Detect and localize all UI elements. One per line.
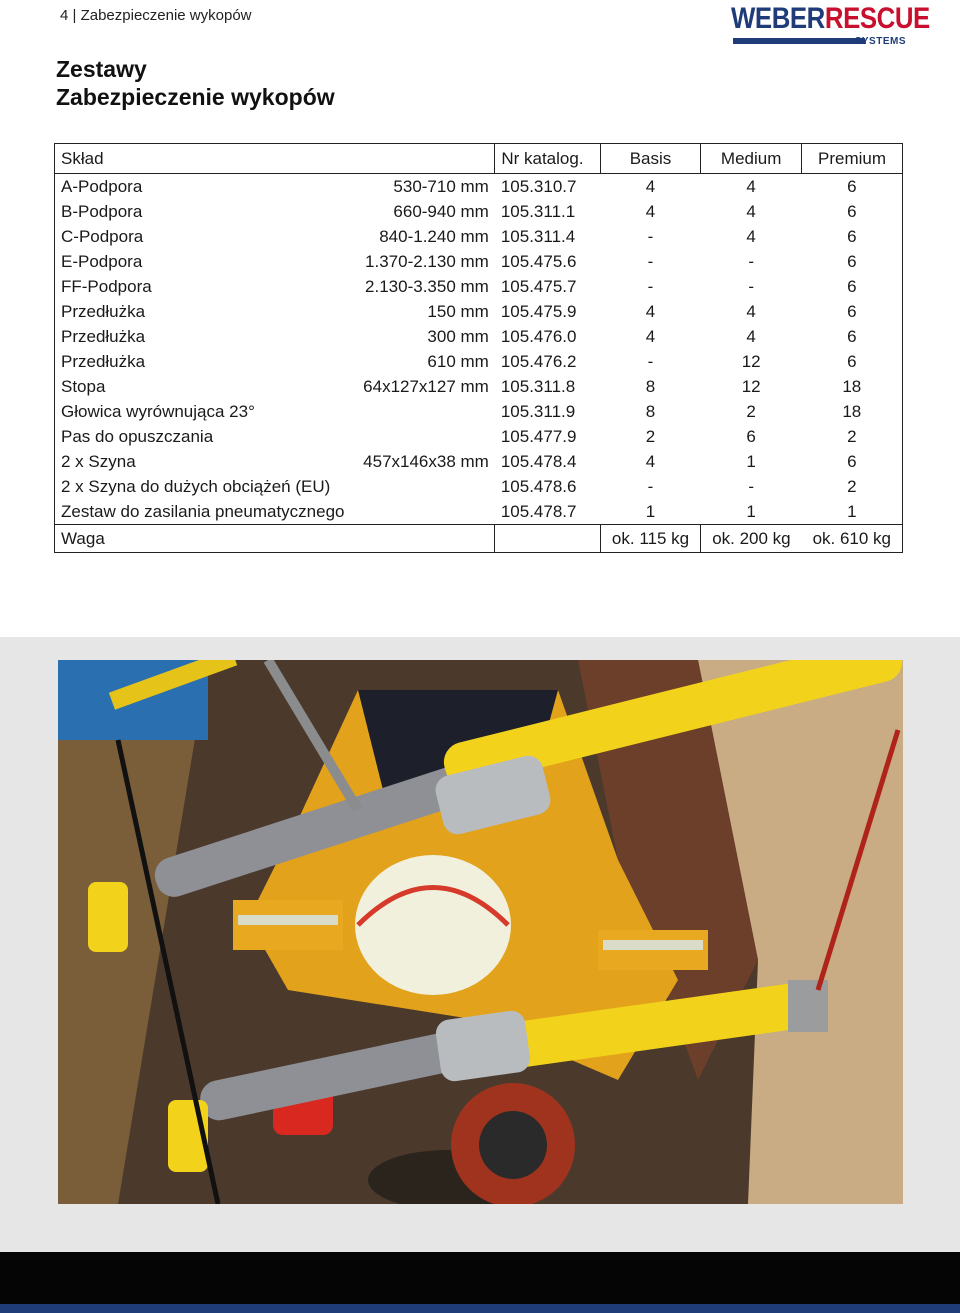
cell-premium: 6 (802, 224, 903, 249)
cell-catalog: 105.477.9 (500, 427, 577, 446)
cell-catalog: 105.310.7 (500, 177, 577, 196)
table-row (55, 449, 903, 474)
cell-size (351, 424, 495, 449)
table-row (55, 474, 903, 499)
cell-size: 2.130-3.350 mm (365, 277, 489, 296)
table-header-row (55, 144, 903, 174)
cell-name: FF-Podpora (55, 274, 351, 299)
table-row (55, 249, 903, 274)
cell-basis: - (647, 477, 654, 496)
cell-basis: 4 (645, 452, 656, 471)
cell-basis: 1 (645, 502, 656, 521)
cell-premium: 2 (802, 424, 903, 449)
page-header-label: 4 | Zabezpieczenie wykopów (60, 7, 252, 24)
table-row (55, 349, 903, 374)
cell-catalog: 105.478.7 (500, 502, 577, 521)
cell-size: 457x146x38 mm (363, 452, 489, 471)
cell-basis: 4 (645, 327, 656, 346)
cell-name: E-Podpora (55, 249, 351, 274)
cell-name: 2 x Szyna (55, 449, 351, 474)
kit-contents-table (54, 143, 903, 553)
cell-catalog: 105.311.9 (500, 402, 576, 421)
cell-catalog: 105.475.6 (500, 252, 577, 271)
cell-medium: - (748, 252, 754, 271)
cell-size: 530-710 mm (393, 177, 489, 196)
cell-medium: 4 (746, 302, 756, 321)
cell-basis: 8 (645, 377, 656, 396)
weight-medium: ok. 200 kg (701, 525, 802, 553)
table-row (55, 299, 903, 324)
cell-name: Zestaw do zasilania pneumatycznego (55, 499, 351, 525)
weight-premium: ok. 610 kg (802, 525, 903, 553)
cell-medium: 4 (746, 227, 756, 246)
cell-premium: 6 (802, 299, 903, 324)
cell-basis: - (647, 227, 654, 246)
cell-premium: 18 (802, 399, 903, 424)
weber-rescue-logo: WEBERRESCUE SYSTEMS (731, 2, 930, 47)
cell-catalog: 105.311.4 (500, 227, 576, 246)
cell-size (351, 474, 495, 499)
header-medium: Medium (701, 144, 802, 174)
cell-basis: - (647, 277, 654, 296)
cell-premium: 6 (802, 174, 903, 200)
cell-premium: 2 (802, 474, 903, 499)
cell-premium: 6 (802, 349, 903, 374)
cell-name: Stopa (55, 374, 351, 399)
cell-catalog: 105.476.2 (500, 352, 577, 371)
cell-size: 1.370-2.130 mm (365, 252, 489, 271)
trench-rescue-photo-illustration (58, 660, 903, 1204)
cell-catalog: 105.311.8 (500, 377, 576, 396)
cell-name: A-Podpora (55, 174, 351, 200)
table-row (55, 424, 903, 449)
cell-size: 610 mm (427, 352, 489, 371)
cell-name: C-Podpora (55, 224, 351, 249)
cell-size: 660-940 mm (393, 202, 489, 221)
cell-premium: 1 (802, 499, 903, 525)
table-row (55, 274, 903, 299)
cell-basis: - (647, 252, 654, 271)
cell-name: 2 x Szyna do dużych obciążeń (EU) (55, 474, 351, 499)
cell-medium: - (748, 277, 754, 296)
header-basis: Basis (600, 144, 700, 174)
cell-size: 64x127x127 mm (363, 377, 489, 396)
header-catalog: Nr katalog. (495, 144, 600, 174)
page-title (56, 55, 335, 111)
title-line-1: Zestawy (56, 56, 147, 82)
table-row (55, 224, 903, 249)
cell-size (351, 399, 495, 424)
cell-catalog: 105.476.0 (500, 327, 577, 346)
cell-basis: 4 (645, 302, 656, 321)
cell-catalog: 105.311.1 (500, 202, 576, 221)
cell-medium: 1 (746, 502, 756, 521)
weight-basis: ok. 115 kg (600, 525, 700, 553)
cell-medium: 2 (746, 402, 756, 421)
cell-catalog: 105.478.6 (500, 477, 577, 496)
cell-name: Przedłużka (55, 299, 351, 324)
table-row (55, 499, 903, 525)
title-line-2: Zabezpieczenie wykopów (56, 84, 335, 110)
cell-medium: 4 (746, 177, 756, 196)
cell-catalog: 105.475.9 (500, 302, 577, 321)
cell-medium: 12 (741, 377, 761, 396)
cell-name: Głowica wyrównująca 23° (55, 399, 351, 424)
cell-premium: 6 (802, 324, 903, 349)
header-name: Skład (55, 144, 351, 174)
cell-name: Przedłużka (55, 349, 351, 374)
cell-name: B-Podpora (55, 199, 351, 224)
cell-premium: 6 (802, 199, 903, 224)
cell-basis: - (647, 352, 654, 371)
cell-medium: 4 (746, 202, 756, 221)
trench-rescue-photo (58, 660, 903, 1204)
cell-medium: 6 (746, 427, 756, 446)
cell-name: Pas do opuszczania (55, 424, 351, 449)
weight-row (55, 525, 903, 553)
cell-size (351, 499, 495, 525)
table-row (55, 174, 903, 200)
cell-size: 300 mm (427, 327, 489, 346)
table-row (55, 399, 903, 424)
cell-basis: 2 (645, 427, 656, 446)
cell-premium: 6 (802, 249, 903, 274)
cell-premium: 6 (802, 274, 903, 299)
cell-medium: - (748, 477, 754, 496)
cell-size: 150 mm (427, 302, 489, 321)
weight-catalog (495, 525, 600, 553)
cell-name: Przedłużka (55, 324, 351, 349)
cell-size: 840-1.240 mm (379, 227, 489, 246)
cell-medium: 12 (741, 352, 761, 371)
header-premium: Premium (802, 144, 903, 174)
footer-accent-line (0, 1304, 960, 1313)
table-row (55, 374, 903, 399)
cell-basis: 4 (645, 202, 656, 221)
cell-catalog: 105.478.4 (500, 452, 577, 471)
cell-premium: 6 (802, 449, 903, 474)
cell-premium: 18 (802, 374, 903, 399)
weight-name: Waga (55, 525, 351, 553)
table-row (55, 199, 903, 224)
table-row (55, 324, 903, 349)
cell-basis: 8 (645, 402, 656, 421)
cell-medium: 1 (746, 452, 756, 471)
header-size (351, 144, 495, 174)
cell-medium: 4 (746, 327, 756, 346)
cell-catalog: 105.475.7 (500, 277, 577, 296)
cell-basis: 4 (645, 177, 656, 196)
weight-size (351, 525, 495, 553)
